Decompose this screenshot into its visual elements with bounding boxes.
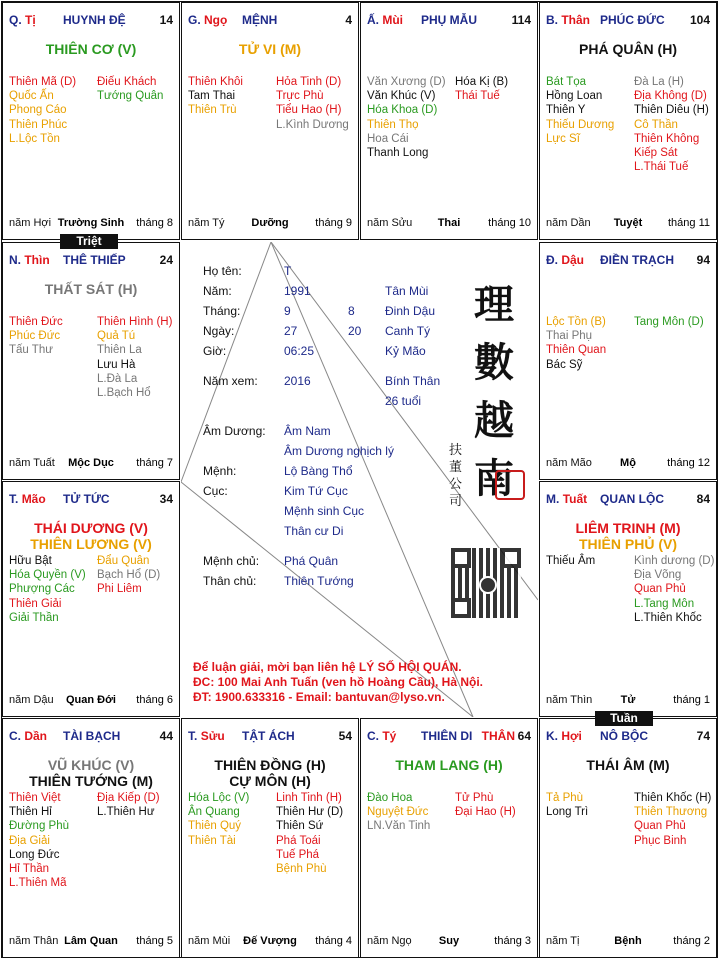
palace-number: 14 [159, 13, 173, 27]
palace-year: năm Dậu [9, 694, 54, 706]
star-item: Đào Hoa [367, 792, 413, 804]
main-star: VŨ KHÚC (V) [47, 757, 135, 773]
main-star: THẤT SÁT (H) [44, 281, 138, 297]
star-item: Bác Sỹ [546, 358, 583, 371]
star-item: Tang Môn (D) [634, 316, 704, 328]
star-item: Quả Tú [97, 330, 136, 343]
palace-name: THÊ THIẾP [63, 253, 126, 267]
star-item: L.Tang Môn [634, 597, 695, 610]
palace-name: MỆNH [242, 13, 278, 27]
value-gio-can-chi: Kỷ Mão [385, 344, 426, 358]
palace-branch: Q. Tị [9, 13, 36, 27]
star-item: Thiên Thọ [367, 118, 419, 131]
palace-branch: G. Ngọ [188, 13, 228, 27]
calligraphy-char: 越 [474, 397, 514, 444]
palace-year: năm Ngọ [367, 935, 412, 947]
truong-sinh-stage: Trường Sinh [57, 217, 125, 229]
main-star: LIÊM TRINH (M) [575, 520, 681, 536]
palace-year: năm Thân [9, 935, 59, 947]
star-list-left [546, 315, 606, 372]
value-nam-can-chi: Tân Mùi [385, 284, 429, 298]
star-item: LN.Văn Tinh [367, 820, 431, 833]
truong-sinh-stage: Bệnh [614, 935, 642, 947]
palace-year: năm Tý [188, 217, 225, 229]
value-ho-ten: T [284, 264, 292, 278]
star-item: Phá Toái [276, 834, 321, 847]
palace-header [186, 13, 354, 29]
truong-sinh-stage: Đế Vượng [243, 935, 297, 947]
star-item: Thiên Tài [188, 834, 236, 847]
star-item: Hỉ Thần [9, 863, 50, 876]
star-list-right [276, 75, 349, 132]
contact-phone-email: ĐT: 1900.633316 - Email: bantuvan@lyso.vn. [193, 690, 445, 704]
value-thang-can-chi: Đinh Dậu [385, 304, 436, 318]
palace-footer [9, 935, 173, 949]
star-item: Thiếu Âm [546, 555, 596, 567]
palace-name: NÔ BỘC [600, 729, 648, 743]
star-item: Hóa Khoa (D) [367, 104, 438, 117]
star-list-right [634, 315, 704, 329]
contact-address: ĐC: 100 Mai Anh Tuấn (ven hồ Hoàng Cầu), Hà Nội. [193, 675, 484, 689]
palace-name: QUAN LỘC [600, 492, 664, 506]
palace-thien-di [360, 718, 538, 958]
main-star: THÁI DƯƠNG (V) [34, 520, 148, 536]
star-item: Phúc Đức [9, 330, 61, 343]
star-item: Thiên La [97, 344, 142, 357]
star-list-right [97, 791, 160, 819]
star-list-left [546, 791, 588, 819]
star-item: Văn Khúc (V) [367, 90, 436, 103]
calligraphy-char: 理 [474, 281, 514, 328]
star-item: Thiên Hỉ [9, 806, 52, 819]
main-star: THIÊN PHỦ (V) [579, 536, 677, 552]
star-list-left [188, 75, 243, 118]
value-cuc: Kim Tứ Cục [284, 484, 348, 498]
palace-name: HUYNH ĐỆ [63, 13, 126, 27]
star-item: Đẩu Quân [97, 555, 150, 567]
palace-number: 54 [338, 729, 352, 743]
star-item: Hóa Lộc (V) [188, 792, 250, 804]
star-item: Thiên Đức [9, 316, 63, 328]
palace-header [544, 253, 712, 269]
star-item: Bạch Hổ (D) [97, 569, 161, 582]
palace-number: 84 [696, 492, 710, 506]
star-item: Bát Tọa [546, 76, 587, 88]
truong-sinh-stage: Mộ [620, 457, 636, 469]
palace-year: năm Thìn [546, 694, 593, 706]
star-item: L.Kình Dương [276, 118, 349, 131]
red-seal [495, 470, 525, 500]
value-gio: 06:25 [284, 344, 315, 358]
star-item: Phượng Các [9, 583, 75, 596]
star-item: Đà La (H) [634, 76, 684, 88]
main-star: THIÊN ĐỒNG (H) [214, 757, 326, 773]
palace-tai-bach [2, 718, 180, 958]
star-item: L.Đà La [97, 372, 138, 385]
label-thang: Tháng: [203, 304, 241, 318]
palace-no-boc [539, 718, 717, 958]
star-item: Phong Cáo [9, 104, 67, 117]
truong-sinh-stage: Tử [620, 694, 636, 706]
palace-header [7, 729, 175, 745]
star-list-right [97, 75, 163, 103]
star-item: Thiên Quý [188, 820, 242, 833]
palace-branch: N. Thìn [9, 253, 50, 267]
palace-number: 44 [159, 729, 173, 743]
palace-footer [9, 694, 173, 708]
palace-number: 4 [345, 13, 352, 27]
star-item: Tả Phù [546, 792, 584, 804]
palace-branch: C. Tý [367, 729, 397, 743]
star-item: Thiên Khôi [188, 76, 243, 88]
star-item: Quan Phủ [634, 820, 686, 833]
palace-tat-ach [181, 718, 359, 958]
star-item: Thiên Khốc (H) [634, 792, 712, 804]
palace-header [365, 13, 533, 29]
palace-name: PHỤ MẪU [421, 13, 477, 27]
star-list-left [9, 315, 63, 358]
star-item: Lưu Hà [97, 358, 136, 371]
palace-name: TỬ TỨC [63, 492, 110, 506]
palace-footer [546, 694, 710, 708]
qr-code[interactable] [451, 548, 521, 618]
star-list-right [97, 315, 172, 400]
star-item: Bệnh Phù [276, 863, 327, 876]
star-item: Thiên Giải [9, 597, 62, 610]
palace-branch: Đ. Dậu [546, 253, 585, 267]
palace-branch: Ấ. Mùi [367, 13, 404, 27]
palace-header [7, 492, 175, 508]
value-am-duong: Âm Nam [284, 424, 331, 438]
star-list-right [634, 75, 709, 174]
star-list-left [546, 75, 614, 146]
star-item: Hóa Kị (B) [455, 76, 509, 88]
value-thang-duong: 8 [348, 304, 355, 318]
label-ngay: Ngày: [203, 324, 235, 338]
star-item: Thái Tuế [455, 90, 500, 103]
star-item: Thiên Phúc [9, 118, 68, 131]
palace-header [544, 13, 712, 29]
main-star: THIÊN CƠ (V) [45, 41, 137, 57]
palace-month: tháng 4 [315, 935, 352, 947]
palace-header [544, 729, 712, 745]
triet-tag: Triệt [60, 234, 118, 249]
label-ho-ten: Họ tên: [203, 264, 242, 278]
value-am-duong-ly: Âm Dương nghịch lý [284, 444, 394, 458]
star-item: Quốc Ấn [9, 90, 54, 103]
star-item: Thanh Long [367, 147, 429, 160]
star-item: Thiên Thương [634, 806, 708, 819]
star-item: Địa Giải [9, 834, 50, 847]
palace-name: ĐIỀN TRẠCH [600, 253, 674, 267]
value-than-cu: Thân cư Di [284, 524, 344, 538]
star-item: L.Thái Tuế [634, 161, 689, 174]
star-item: Kình dương (D) [634, 555, 715, 567]
value-ngay-am: 27 [284, 324, 298, 338]
palace-year: năm Hợi [9, 217, 52, 229]
value-ngay-can-chi: Canh Tý [385, 324, 431, 338]
palace-phu-mau [360, 2, 538, 240]
palace-phuc-duc [539, 2, 717, 240]
star-item: Hữu Bật [9, 555, 52, 567]
star-item: Điếu Khách [97, 76, 157, 88]
calligraphy-char: 南 [474, 455, 514, 502]
star-item: Long Trì [546, 806, 589, 819]
palace-year: năm Sửu [367, 217, 413, 229]
palace-month: tháng 5 [136, 935, 173, 947]
star-item: Hóa Quyền (V) [9, 569, 86, 582]
star-list-right [634, 554, 714, 625]
value-nam: 1991 [284, 284, 311, 298]
palace-number: 24 [159, 253, 173, 267]
palace-month: tháng 9 [315, 217, 352, 229]
star-item: Tiểu Hao (H) [276, 104, 342, 117]
label-cuc: Cục: [203, 484, 228, 498]
star-item: Địa Không (D) [634, 90, 707, 103]
palace-header [186, 729, 354, 745]
palace-branch: C. Dần [9, 729, 48, 743]
label-gio: Giờ: [203, 344, 227, 358]
contact-info [193, 660, 483, 705]
star-item: Hỏa Tinh (D) [276, 76, 342, 88]
palace-branch: B. Thân [546, 13, 591, 27]
star-list-right [455, 791, 516, 819]
star-item: Tuế Phá [276, 848, 320, 861]
palace-header [365, 729, 533, 745]
value-thang-am: 9 [284, 304, 291, 318]
palace-quan-loc [539, 481, 717, 717]
palace-month: tháng 2 [673, 935, 710, 947]
star-item: Hoa Cái [367, 132, 409, 145]
star-item: Văn Xương (D) [367, 76, 446, 88]
value-nam-xem: 2016 [284, 374, 311, 388]
star-item: Thiên Y [546, 104, 586, 117]
star-item: Trực Phù [276, 90, 324, 103]
palace-name: TÀI BẠCH [63, 729, 121, 743]
label-than-chu: Thân chủ: [203, 574, 257, 588]
label-menh-chu: Mệnh chủ: [203, 554, 260, 568]
palace-name: THIÊN DI [421, 729, 473, 743]
star-item: Thiên Trù [188, 104, 237, 117]
palace-footer [367, 935, 531, 949]
star-item: Thiên Diêu (H) [634, 104, 709, 117]
star-item: L.Thiên Hư [97, 806, 155, 819]
star-item: Lộc Tồn (B) [546, 316, 606, 328]
value-nam-xem-can-chi: Bính Thân [385, 374, 441, 388]
star-item: Tam Thai [188, 90, 236, 103]
main-star: PHÁ QUÂN (H) [579, 41, 677, 57]
star-list-left [9, 554, 86, 625]
palace-number: 104 [689, 13, 710, 27]
truong-sinh-stage: Mộc Dục [68, 457, 114, 469]
star-item: Cô Thần [634, 118, 678, 131]
palace-month: tháng 1 [673, 694, 710, 706]
palace-month: tháng 11 [667, 217, 710, 229]
star-list-right [276, 791, 343, 876]
palace-number: 74 [696, 729, 710, 743]
star-list-left [9, 75, 76, 146]
star-item: Thiên Sứ [276, 820, 324, 833]
star-item: Tấu Thư [9, 344, 53, 357]
value-tuoi: 26 tuổi [385, 394, 422, 408]
palace-footer [188, 217, 352, 231]
star-list-right [455, 75, 508, 103]
star-item: Quan Phủ [634, 583, 686, 596]
star-list-right [634, 791, 711, 848]
star-item: Thiếu Dương [546, 118, 615, 131]
star-item: L.Thiên Khốc [634, 611, 702, 624]
palace-header [7, 253, 175, 269]
truong-sinh-stage: Quan Đới [66, 694, 116, 706]
main-star: THÁI ÂM (M) [586, 757, 670, 773]
palace-dien-trach [539, 242, 717, 480]
tuan-tag: Tuần [595, 711, 653, 726]
palace-branch: K. Hợi [546, 729, 582, 743]
main-star: THIÊN LƯƠNG (V) [30, 536, 152, 552]
star-item: Long Đức [9, 848, 60, 861]
palace-huynh-de [2, 2, 180, 240]
truong-sinh-stage: Suy [438, 935, 460, 947]
star-item: Thiên Mã (D) [9, 76, 77, 88]
truong-sinh-stage: Thai [437, 217, 461, 229]
palace-footer [9, 457, 173, 471]
star-item: L.Lộc Tồn [9, 132, 60, 145]
star-item: Lực Sĩ [546, 132, 580, 145]
palace-the-thiep [2, 242, 180, 480]
star-item: L.Thiên Mã [9, 877, 67, 890]
palace-footer [9, 217, 173, 231]
star-list-left [546, 554, 595, 568]
label-am-duong: Âm Dương: [203, 424, 266, 438]
value-menh-chu: Phá Quân [284, 554, 339, 568]
main-star: TỬ VI (M) [238, 41, 302, 57]
label-nam: Năm: [203, 284, 232, 298]
star-item: Đại Hao (H) [455, 806, 516, 819]
palace-number: 114 [511, 13, 531, 27]
value-ngay-duong: 20 [348, 324, 362, 338]
palace-year: năm Mão [546, 457, 592, 469]
star-item: Tướng Quân [97, 90, 164, 103]
star-item: Tử Phù [455, 792, 494, 804]
palace-month: tháng 12 [667, 457, 710, 469]
star-list-left [367, 791, 430, 834]
palace-month: tháng 7 [136, 457, 173, 469]
calligraphy-small: 扶董公司 [449, 443, 463, 509]
main-star: CỰ MÔN (H) [229, 773, 311, 789]
star-item: Thiên Hư (D) [276, 806, 344, 819]
palace-month: tháng 3 [494, 935, 531, 947]
palace-branch: T. Sửu [188, 729, 225, 743]
contact-line-1: Để luận giải, mời bạn liên hệ LÝ SỐ HỘI QUÁN. [193, 660, 462, 674]
palace-footer [546, 935, 710, 949]
truong-sinh-stage: Dưỡng [251, 217, 289, 229]
palace-footer [546, 217, 710, 231]
star-list-left [367, 75, 446, 160]
palace-number: 34 [159, 492, 173, 506]
palace-year: năm Tuất [9, 457, 55, 469]
palace-number: 64 [517, 729, 531, 743]
star-item: Hồng Loan [546, 90, 603, 103]
star-list-left [188, 791, 249, 848]
label-nam-xem: Năm xem: [203, 374, 258, 388]
palace-header [544, 492, 712, 508]
star-item: Thai Phụ [546, 330, 593, 343]
star-item: Ân Quang [188, 806, 240, 819]
palace-header [7, 13, 175, 29]
palace-branch: M. Tuất [546, 492, 588, 506]
star-item: Đường Phù [9, 820, 69, 833]
palace-name: TẬT ÁCH [242, 729, 295, 743]
palace-branch: T. Mão [9, 492, 46, 506]
star-item: Thiên Không [634, 132, 700, 145]
palace-tu-tuc [2, 481, 180, 717]
star-list-left [9, 791, 69, 890]
palace-menh [181, 2, 359, 240]
center-info-panel [181, 242, 538, 717]
star-item: Địa Kiếp (D) [97, 792, 160, 804]
than-marker: THÂN [481, 729, 515, 743]
palace-month: tháng 8 [136, 217, 173, 229]
palace-number: 94 [696, 253, 710, 267]
calligraphy-char: 數 [474, 339, 514, 386]
label-menh: Mệnh: [203, 464, 237, 478]
palace-year: năm Mùi [188, 935, 231, 947]
star-item: Địa Võng [634, 569, 682, 582]
palace-footer [188, 935, 352, 949]
main-star: THAM LANG (H) [395, 757, 503, 773]
star-item: Thiên Quan [546, 344, 607, 357]
star-item: Thiên Việt [9, 792, 61, 804]
star-item: L.Bạch Hổ [97, 387, 151, 400]
palace-month: tháng 6 [136, 694, 173, 706]
truong-sinh-stage: Lâm Quan [64, 935, 118, 947]
star-item: Giải Thần [9, 611, 59, 624]
value-than-chu: Thiên Tướng [284, 574, 354, 588]
palace-name: PHÚC ĐỨC [600, 13, 665, 27]
star-item: Nguyệt Đức [367, 806, 429, 819]
palace-year: năm Dần [546, 217, 591, 229]
star-item: Phi Liêm [97, 583, 142, 596]
palace-year: năm Tị [546, 935, 580, 947]
star-item: Phục Binh [634, 834, 687, 847]
main-star: THIÊN TƯỚNG (M) [29, 773, 153, 789]
value-menh: Lộ Bàng Thổ [284, 464, 353, 478]
palace-footer [546, 457, 710, 471]
star-item: Linh Tinh (H) [276, 792, 342, 804]
star-item: Kiếp Sát [634, 147, 678, 160]
truong-sinh-stage: Tuyệt [613, 217, 643, 229]
star-item: Thiên Hình (H) [97, 316, 173, 328]
value-menh-sinh-cuc: Mệnh sinh Cục [284, 504, 365, 518]
palace-footer [367, 217, 531, 231]
palace-month: tháng 10 [488, 217, 531, 229]
star-list-right [97, 554, 160, 597]
